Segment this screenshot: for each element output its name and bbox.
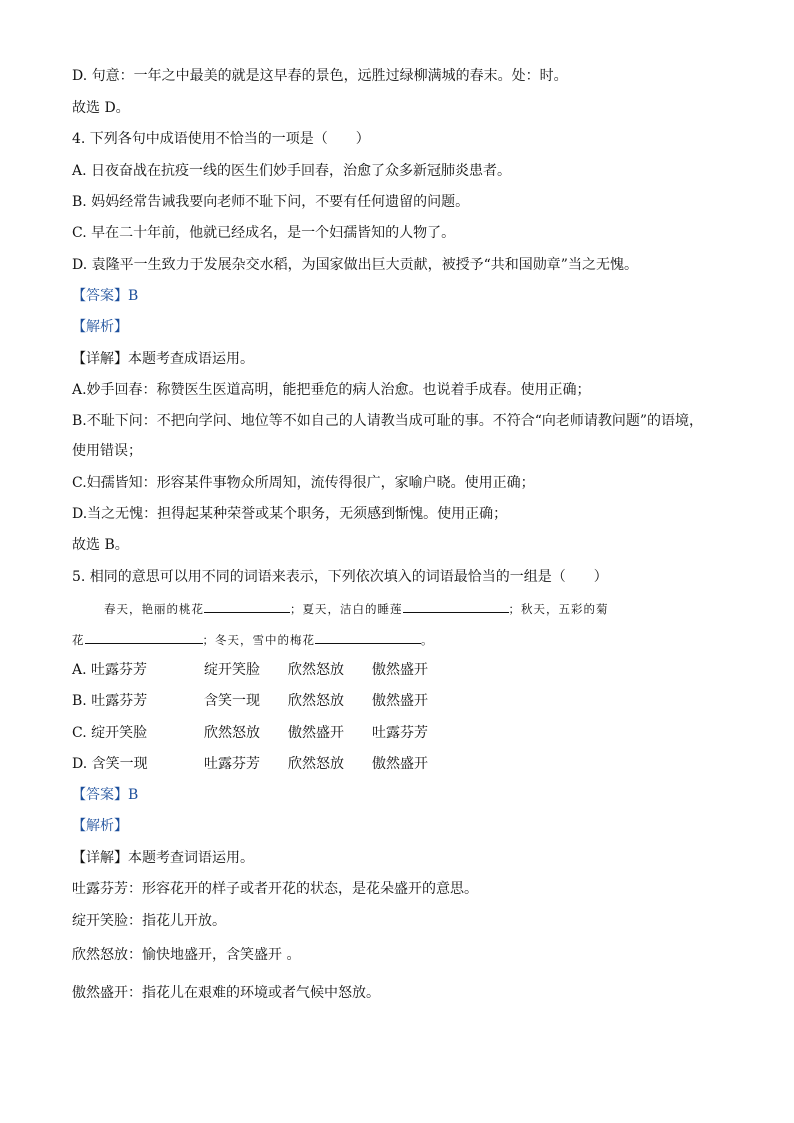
analysis-line: D. 句意：一年之中最美的就是这早春的景色，远胜过绿柳满城的春末。处：时。 — [72, 68, 568, 84]
detail-line: 【详解】本题考查词语运用。 — [72, 850, 254, 866]
option-d-word-4: 傲然盛开 — [372, 756, 428, 772]
question-5-stem: 5. 相同的意思可以用不同的词语来表示，下列依次填入的词语最恰当的一组是（ ） — [72, 569, 608, 585]
detail-line: B.不耻下问：不把向学问、地位等不如自己的人请教当成可耻的事。不符合“向老师请教问题”的语境， — [72, 413, 704, 429]
option-d-label: D. 含笑一现 — [72, 756, 148, 772]
option-a-word-4: 傲然盛开 — [372, 662, 428, 678]
detail-line: 欣然怒放：愉快地盛开，含笑盛开 。 — [72, 947, 301, 963]
passage-text: ；夏天，洁白的睡莲 — [290, 602, 403, 616]
question-4-option-c: C. 早在二十年前，他就已经成名，是一个妇孺皆知的人物了。 — [72, 225, 456, 241]
option-c-word-2: 欣然怒放 — [204, 725, 260, 741]
option-d-word-3: 欣然怒放 — [288, 756, 344, 772]
fill-blank-2[interactable] — [403, 600, 509, 613]
fill-blank-4[interactable] — [315, 631, 421, 644]
detail-line: 傲然盛开：指花儿在艰难的环境或者气候中怒放。 — [72, 985, 380, 1001]
passage-text: 。 — [421, 633, 434, 647]
detail-line: A.妙手回春：称赞医生医道高明，能把垂危的病人治愈。也说着手成春。使用正确； — [72, 382, 591, 398]
detail-line: C.妇孺皆知：形容某件事物众所周知，流传得很广，家喻户晓。使用正确； — [72, 475, 535, 491]
option-a-label: A. 吐露芬芳 — [72, 662, 148, 678]
passage-text: ；秋天，五彩的菊 — [508, 602, 609, 616]
option-b-label: B. 吐露芬芳 — [72, 693, 148, 709]
analysis-label: 【解析】 — [72, 319, 128, 335]
question-5-passage-line-2 — [72, 631, 434, 649]
option-b-word-2: 含笑一现 — [204, 693, 260, 709]
question-4-stem: 4. 下列各句中成语使用不恰当的一项是（ ） — [72, 131, 370, 147]
passage-text: 花 — [72, 633, 85, 647]
passage-text: 春天，艳丽的桃花 — [104, 602, 204, 616]
option-b-word-4: 傲然盛开 — [372, 693, 428, 709]
question-4-option-a: A. 日夜奋战在抗疫一线的医生们妙手回春，治愈了众多新冠肺炎患者。 — [72, 163, 512, 179]
question-5-passage-line-1 — [104, 600, 609, 618]
question-4-option-b: B. 妈妈经常告诫我要向老师不耻下问，不要有任何遗留的问题。 — [72, 194, 470, 210]
detail-line: 使用错误； — [72, 443, 142, 459]
option-c-word-4: 吐露芬芳 — [372, 725, 428, 741]
fill-blank-3[interactable] — [85, 631, 203, 644]
answer-choice-line: 故选 D。 — [72, 100, 130, 116]
analysis-label: 【解析】 — [72, 818, 128, 834]
answer-choice-line: 故选 B。 — [72, 537, 129, 553]
detail-line: 【详解】本题考查成语运用。 — [72, 351, 254, 367]
answer-label: 【答案】B — [72, 288, 139, 304]
detail-line: 吐露芬芳：形容花开的样子或者开花的状态，是花朵盛开的意思。 — [72, 881, 478, 897]
option-a-word-3: 欣然怒放 — [288, 662, 344, 678]
option-c-label: C. 绽开笑脸 — [72, 725, 148, 741]
answer-label: 【答案】B — [72, 787, 139, 803]
question-4-option-d: D. 袁隆平一生致力于发展杂交水稻，为国家做出巨大贡献，被授予“共和国勋章”当之无愧。 — [72, 257, 638, 273]
passage-text: ；冬天，雪中的梅花 — [202, 633, 315, 647]
option-a-word-2: 绽开笑脸 — [204, 662, 260, 678]
option-c-word-3: 傲然盛开 — [288, 725, 344, 741]
option-b-word-3: 欣然怒放 — [288, 693, 344, 709]
detail-line: D.当之无愧：担得起某种荣誉或某个职务，无须感到惭愧。使用正确； — [72, 506, 508, 522]
fill-blank-1[interactable] — [204, 600, 290, 613]
option-d-word-2: 吐露芬芳 — [204, 756, 260, 772]
detail-line: 绽开笑脸：指花儿开放。 — [72, 913, 226, 929]
